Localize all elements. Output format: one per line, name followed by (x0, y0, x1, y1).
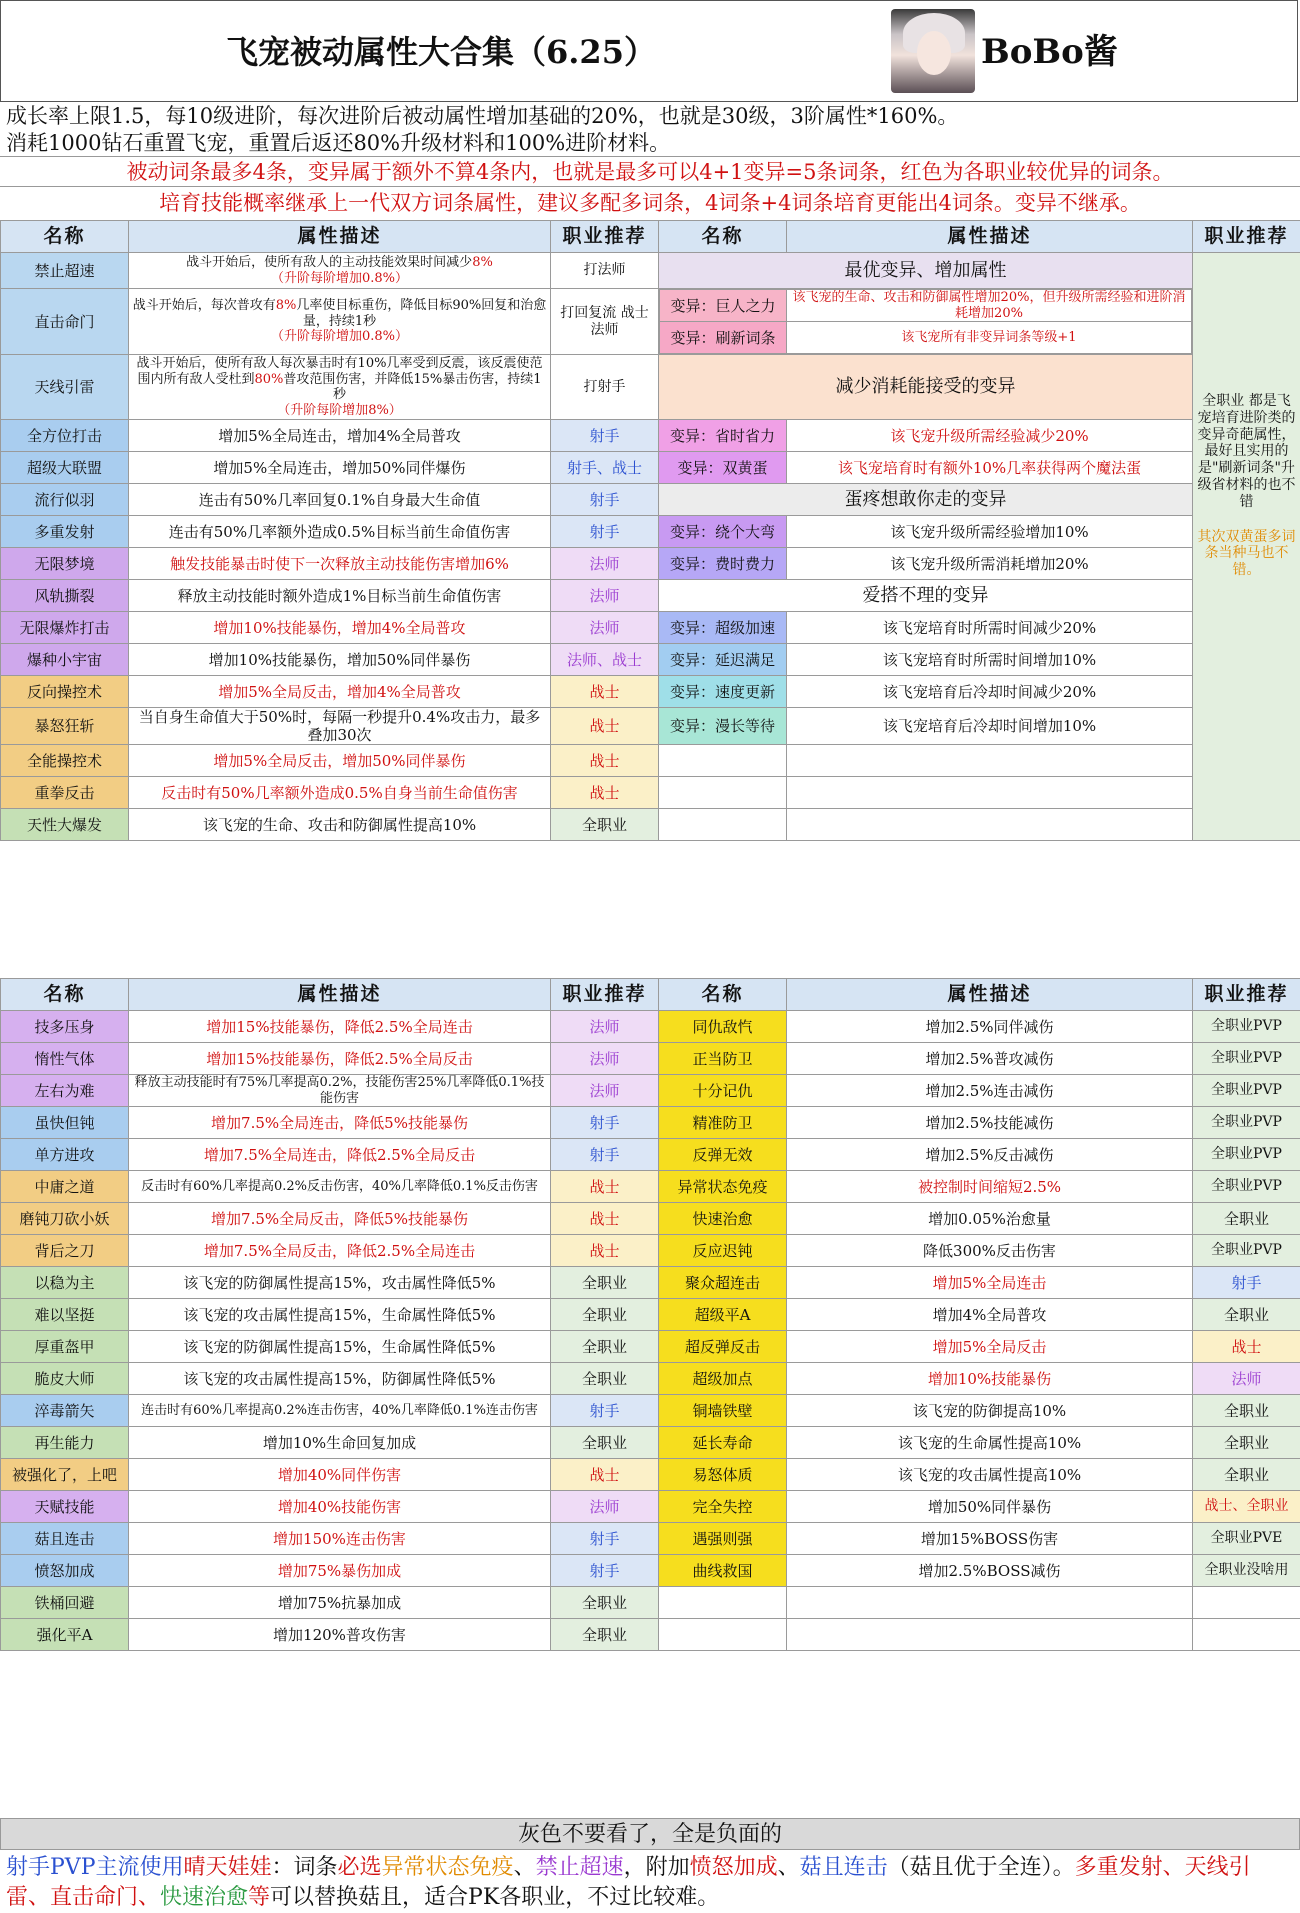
attribute-desc: 反击时有50%几率额外造成0.5%自身当前生命值伤害 (129, 777, 551, 809)
note-line-2: 消耗1000钻石重置飞宠，重置后返还80%升级材料和100%进阶材料。 (6, 131, 671, 155)
recommended-class: 法师 (551, 580, 659, 612)
recommended-class: 射手 (551, 1107, 659, 1139)
attribute-name: 快速治愈 (659, 1203, 787, 1235)
tip-part: 愤怒加成 (689, 1855, 778, 1880)
desc-highlight: 8% (275, 298, 297, 314)
attribute-name: 强化平A (1, 1619, 129, 1651)
mutation-desc: 该飞宠培育时有额外10%几率获得两个魔法蛋 (787, 452, 1193, 484)
column-header-desc: 属性描述 (129, 221, 551, 253)
attribute-desc: 释放主动技能时有75%几率提高0.2%，技能伤害25%几率降低0.1%技能伤害 (129, 1075, 551, 1107)
desc-highlight: 80% (254, 371, 284, 387)
recommended-class: 全职业PVE (1193, 1523, 1300, 1555)
desc-upgrade: （升阶每阶增加8%） (277, 402, 402, 418)
recommended-class: 全职业 (1193, 1299, 1300, 1331)
recommended-class: 全职业PVP (1193, 1171, 1300, 1203)
recommended-class: 全职业 (1193, 1395, 1300, 1427)
attribute-name: 虽快但钝 (1, 1107, 129, 1139)
attribute-name: 全方位打击 (1, 420, 129, 452)
mutation-side-note (1193, 253, 1300, 841)
recommended-class: 打射手 (551, 355, 659, 420)
recommended-class: 射手 (551, 1395, 659, 1427)
recommended-class: 全职业 (551, 809, 659, 841)
attribute-name: 暴怒狂斩 (1, 708, 129, 745)
tip-part: 菇且连击 (799, 1855, 888, 1880)
attribute-desc: 该飞宠的防御提高10% (787, 1395, 1193, 1427)
table-row (1, 1267, 1300, 1299)
column-header-name: 名称 (659, 979, 787, 1011)
attribute-name: 技多压身 (1, 1011, 129, 1043)
empty-cell (659, 809, 787, 841)
attribute-name: 厚重盔甲 (1, 1331, 129, 1363)
table-row (1, 1203, 1300, 1235)
attribute-name: 铁桶回避 (1, 1587, 129, 1619)
recommended-class: 射手 (551, 1523, 659, 1555)
attribute-desc: 该飞宠的防御属性提高15%，生命属性降低5% (129, 1331, 551, 1363)
attribute-desc: 该飞宠的生命、攻击和防御属性提高10% (129, 809, 551, 841)
attribute-desc: 释放主动技能时额外造成1%目标当前生命值伤害 (129, 580, 551, 612)
attribute-name: 背后之刀 (1, 1235, 129, 1267)
recommended-class: 战士 (551, 1459, 659, 1491)
attribute-name: 无限梦境 (1, 548, 129, 580)
recommended-class: 全职业 (551, 1427, 659, 1459)
attribute-name: 遇强则强 (659, 1523, 787, 1555)
attribute-desc: 该飞宠的攻击属性提高15%，防御属性降低5% (129, 1363, 551, 1395)
mutation-group-header: 蛋疼想敢你走的变异 (659, 484, 1193, 516)
note-line-1: 成长率上限1.5，每10级进阶，每次进阶后被动属性增加基础的20%，也就是30级，3阶属性*160%。 (6, 104, 959, 128)
recommended-class: 全职业PVP (1193, 1075, 1300, 1107)
mutation-name: 变异：双黄蛋 (659, 452, 787, 484)
attribute-name: 铜墙铁壁 (659, 1395, 787, 1427)
desc-text: 战斗开始后，每次普攻有 (132, 298, 276, 314)
tip-part: 快速治愈 (160, 1885, 249, 1910)
attribute-desc: 增加150%连击伤害 (129, 1523, 551, 1555)
avatar (891, 9, 975, 93)
table-row (1, 1299, 1300, 1331)
attribute-desc: 该飞宠的攻击属性提高10% (787, 1459, 1193, 1491)
attribute-name: 延长寿命 (659, 1427, 787, 1459)
attribute-name: 聚众超连击 (659, 1267, 787, 1299)
table-row (1, 548, 1300, 580)
recommended-class: 全职业 (1193, 1427, 1300, 1459)
attribute-name: 脆皮大师 (1, 1363, 129, 1395)
tip-part: 禁止超速 (535, 1855, 624, 1880)
attribute-name: 以稳为主 (1, 1267, 129, 1299)
desc-text: 普攻范围伤害，并降低15%暴击伤害，持续1秒 (283, 371, 542, 403)
attribute-desc: 降低300%反击伤害 (787, 1235, 1193, 1267)
mutation-name: 变异：刷新词条 (660, 322, 787, 354)
attribute-name: 曲线救国 (659, 1555, 787, 1587)
attribute-desc: 增加2.5%BOSS减伤 (787, 1555, 1193, 1587)
mutation-desc: 该飞宠的生命、攻击和防御属性增加20%，但升级所需经验和进阶消耗增加20% (787, 290, 1192, 322)
mutation-pair (659, 289, 1193, 355)
attribute-desc (129, 355, 551, 420)
recommended-class: 战士 (551, 708, 659, 745)
table-row (1, 484, 1300, 516)
desc-text: 战斗开始后，使所有敌人每次暴击时有10%几率受到反震，该反震使范围内所有敌人受杜到 (136, 356, 543, 387)
mutation-row (660, 322, 1192, 354)
attribute-desc: 增加7.5%全局连击，降低2.5%全局反击 (129, 1139, 551, 1171)
table-row (1, 1363, 1300, 1395)
table-row (1, 1427, 1300, 1459)
attribute-desc: 增加75%抗暴加成 (129, 1587, 551, 1619)
tip-part: （菇且优于全连）。 (887, 1855, 1075, 1880)
attribute-name: 天线引雷 (1, 355, 129, 420)
tip-part: 可以替换菇且，适合PK各职业，不过比较难。 (270, 1885, 720, 1910)
recommended-class: 射手 (551, 420, 659, 452)
attribute-name: 天赋技能 (1, 1491, 129, 1523)
attribute-name: 正当防卫 (659, 1043, 787, 1075)
table-row (1, 253, 1300, 289)
desc-text: 几率使目标重伤，降低目标90%回复和治愈量，持续1秒 (296, 298, 547, 329)
column-header-desc: 属性描述 (787, 221, 1193, 253)
attribute-name: 天性大爆发 (1, 809, 129, 841)
recommended-class: 射手 (551, 516, 659, 548)
column-header-name: 名称 (1, 979, 129, 1011)
mutation-name: 变异：费时费力 (659, 548, 787, 580)
recommended-class: 战士 (551, 745, 659, 777)
mutation-name: 变异：超级加速 (659, 612, 787, 644)
desc-upgrade: （升阶每阶增加0.8%） (270, 270, 409, 286)
attribute-name: 禁止超速 (1, 253, 129, 289)
page-title: 飞宠被动属性大合集（6.25） (226, 33, 656, 71)
recommended-class (1193, 1587, 1300, 1619)
desc-text: 战斗开始后，使所有敌人的主动技能效果时间减少 (186, 254, 473, 270)
table-row (1, 1235, 1300, 1267)
mutation-name: 变异：巨人之力 (660, 290, 787, 322)
table-row (1, 580, 1300, 612)
attribute-name: 中庸之道 (1, 1171, 129, 1203)
attribute-name: 超级加点 (659, 1363, 787, 1395)
recommended-class: 法师 (551, 1075, 659, 1107)
attribute-desc: 增加0.05%治愈量 (787, 1203, 1193, 1235)
recommended-class: 战士 (551, 1203, 659, 1235)
tip-part: 多重发射、天线引雷、直击命门、 (6, 1855, 1251, 1910)
mutation-group-header: 爱搭不理的变异 (659, 580, 1193, 612)
recommended-class: 全职业 (551, 1587, 659, 1619)
table-row (1, 1555, 1300, 1587)
table-row (1, 1395, 1300, 1427)
recommended-class: 全职业PVP (1193, 1043, 1300, 1075)
attribute-desc: 增加15%技能暴伤，降低2.5%全局连击 (129, 1011, 551, 1043)
attribute-desc: 增加40%同伴伤害 (129, 1459, 551, 1491)
header (0, 0, 1298, 102)
attribute-name: 愤怒加成 (1, 1555, 129, 1587)
attribute-desc (129, 289, 551, 355)
empty-cell (659, 777, 787, 809)
empty-cell (787, 745, 1193, 777)
note-line-3: 被动词条最多4条，变异属于额外不算4条内，也就是最多可以4+1变异=5条词条，红色为各职业较优异的词条。 (0, 156, 1300, 186)
table-row (1, 452, 1300, 484)
recommended-class: 全职业 (551, 1619, 659, 1651)
tip-part: ，附加 (623, 1855, 690, 1880)
tip-part: 必选 (337, 1855, 382, 1880)
attribute-desc: 增加5%全局反击，增加50%同伴暴伤 (129, 745, 551, 777)
mutation-name: 变异：漫长等待 (659, 708, 787, 745)
column-header-rec: 职业推荐 (551, 979, 659, 1011)
recommended-class: 全职业 (551, 1267, 659, 1299)
recommended-class: 全职业PVP (1193, 1107, 1300, 1139)
desc-highlight: 8% (472, 254, 493, 270)
attribute-desc: 增加50%同伴暴伤 (787, 1491, 1193, 1523)
recommended-class: 全职业 (551, 1363, 659, 1395)
empty-cell (787, 809, 1193, 841)
table-row (1, 1043, 1300, 1075)
attribute-name: 被强化了，上吧 (1, 1459, 129, 1491)
table-row (1, 420, 1300, 452)
attribute-name: 全能操控术 (1, 745, 129, 777)
attribute-name: 超反弹反击 (659, 1331, 787, 1363)
recommended-class: 全职业 (551, 1331, 659, 1363)
recommended-class: 战士 (551, 1171, 659, 1203)
attribute-desc: 增加2.5%技能减伤 (787, 1107, 1193, 1139)
attribute-desc: 增加75%暴伤加成 (129, 1555, 551, 1587)
attribute-desc: 增加120%普攻伤害 (129, 1619, 551, 1651)
table-row (1, 1587, 1300, 1619)
attribute-name: 惰性气体 (1, 1043, 129, 1075)
recommended-class: 全职业 (551, 1299, 659, 1331)
side-note-extra: 其次双黄蛋多词条当种马也不错。 (1197, 528, 1296, 579)
mutation-subtable (659, 289, 1192, 354)
attribute-name: 异常状态免疫 (659, 1171, 787, 1203)
mutation-group-header: 减少消耗能接受的变异 (659, 355, 1193, 420)
recommended-class: 战士 (551, 777, 659, 809)
attribute-desc: 当自身生命值大于50%时，每隔一秒提升0.4%攻击力，最多叠加30次 (129, 708, 551, 745)
header-row (1, 979, 1300, 1011)
table-row (1, 355, 1300, 420)
table-row (1, 1011, 1300, 1043)
lower-table (0, 978, 1300, 1651)
attribute-desc: 增加4%全局普攻 (787, 1299, 1193, 1331)
attribute-desc: 增加40%技能伤害 (129, 1491, 551, 1523)
column-header-rec: 职业推荐 (551, 221, 659, 253)
table-row (1, 1523, 1300, 1555)
table-row (1, 1331, 1300, 1363)
table-row (1, 676, 1300, 708)
attribute-desc: 增加7.5%全局反击，降低2.5%全局连击 (129, 1235, 551, 1267)
attribute-name: 风轨撕裂 (1, 580, 129, 612)
attribute-name: 十分记仇 (659, 1075, 787, 1107)
recommended-class: 全职业 (1193, 1459, 1300, 1491)
recommended-class: 打回复流 战士法师 (551, 289, 659, 355)
recommended-class: 法师 (551, 548, 659, 580)
attribute-desc: 该飞宠的生命属性提高10% (787, 1427, 1193, 1459)
mutation-desc: 该飞宠升级所需消耗增加20% (787, 548, 1193, 580)
attribute-name (659, 1619, 787, 1651)
attribute-desc: 连击时有60%几率提高0.2%连击伤害，40%几率降低0.1%连击伤害 (129, 1395, 551, 1427)
attribute-desc: 连击有50%几率回复0.1%自身最大生命值 (129, 484, 551, 516)
recommended-class: 全职业PVP (1193, 1011, 1300, 1043)
attribute-desc: 反击时有60%几率提高0.2%反击伤害，40%几率降低0.1%反击伤害 (129, 1171, 551, 1203)
recommended-class: 射手、战士 (551, 452, 659, 484)
tip-part: 等 (248, 1885, 271, 1910)
column-header-name: 名称 (659, 221, 787, 253)
attribute-desc: 增加10%生命回复加成 (129, 1427, 551, 1459)
recommended-class: 全职业 (1193, 1203, 1300, 1235)
mutation-row (660, 290, 1192, 322)
upper-table (0, 220, 1300, 841)
brand-name: BoBo酱 (981, 32, 1118, 72)
recommended-class: 打法师 (551, 253, 659, 289)
mutation-desc: 该飞宠升级所需经验增加10% (787, 516, 1193, 548)
column-header-name: 名称 (1, 221, 129, 253)
recommended-class: 射手 (551, 1555, 659, 1587)
attribute-desc: 该飞宠的攻击属性提高15%，生命属性降低5% (129, 1299, 551, 1331)
recommended-class: 射手 (551, 484, 659, 516)
attribute-desc: 触发技能暴击时使下一次释放主动技能伤害增加6% (129, 548, 551, 580)
recommended-class: 法师 (1193, 1363, 1300, 1395)
attribute-name (659, 1587, 787, 1619)
recommended-class: 战士、全职业 (1193, 1491, 1300, 1523)
negative-note: 灰色不要看了，全是负面的 (0, 1818, 1300, 1850)
attribute-name: 流行似羽 (1, 484, 129, 516)
recommended-class: 射手 (551, 1139, 659, 1171)
empty-cell (659, 745, 787, 777)
attribute-desc: 增加5%全局反击 (787, 1331, 1193, 1363)
mutation-name: 变异：延迟满足 (659, 644, 787, 676)
mutation-group-header: 最优变异、增加属性 (659, 253, 1193, 289)
mutation-desc: 该飞宠培育后冷却时间减少20% (787, 676, 1193, 708)
mutation-name: 变异：绕个大弯 (659, 516, 787, 548)
table-row (1, 1619, 1300, 1651)
attribute-desc: 增加15%技能暴伤，降低2.5%全局反击 (129, 1043, 551, 1075)
table-row (1, 1139, 1300, 1171)
attribute-name: 超级大联盟 (1, 452, 129, 484)
attribute-name: 完全失控 (659, 1491, 787, 1523)
recommended-class: 射手 (1193, 1267, 1300, 1299)
table-row (1, 612, 1300, 644)
attribute-desc: 增加15%BOSS伤害 (787, 1523, 1193, 1555)
mutation-desc: 该飞宠升级所需经验减少20% (787, 420, 1193, 452)
attribute-name: 重拳反击 (1, 777, 129, 809)
table-row (1, 1491, 1300, 1523)
attribute-name: 易怒体质 (659, 1459, 787, 1491)
attribute-desc: 增加2.5%同伴减伤 (787, 1011, 1193, 1043)
header-row (1, 221, 1300, 253)
table-row (1, 1171, 1300, 1203)
attribute-name: 爆种小宇宙 (1, 644, 129, 676)
attribute-desc: 连击有50%几率额外造成0.5%目标当前生命值伤害 (129, 516, 551, 548)
attribute-desc: 增加2.5%连击减伤 (787, 1075, 1193, 1107)
recommended-class: 全职业PVP (1193, 1139, 1300, 1171)
attribute-desc: 增加2.5%普攻减伤 (787, 1043, 1193, 1075)
attribute-desc: 该飞宠的防御属性提高15%，攻击属性降低5% (129, 1267, 551, 1299)
tip-part: 、 (513, 1855, 536, 1880)
recommended-class: 全职业PVP (1193, 1235, 1300, 1267)
attribute-name: 难以坚挺 (1, 1299, 129, 1331)
attribute-desc: 增加2.5%反击减伤 (787, 1139, 1193, 1171)
avatar-face (917, 31, 951, 75)
attribute-desc (129, 253, 551, 289)
recommended-class: 战士 (551, 676, 659, 708)
tip-part: 晴天娃娃 (183, 1855, 272, 1880)
table-row (1, 708, 1300, 745)
side-note-main: 全职业 都是飞宠培育进阶类的变异奇葩属性，最好且实用的是"刷新词条"升级省材料的也不错 (1197, 393, 1296, 510)
attribute-name: 反弹无效 (659, 1139, 787, 1171)
attribute-desc: 增加5%全局反击，增加4%全局普攻 (129, 676, 551, 708)
attribute-desc: 被控制时间缩短2.5% (787, 1171, 1193, 1203)
attribute-desc: 增加5%全局连击，增加50%同伴爆伤 (129, 452, 551, 484)
recommended-class: 法师 (551, 1491, 659, 1523)
column-header-desc: 属性描述 (787, 979, 1193, 1011)
table-row (1, 1107, 1300, 1139)
attribute-name: 磨钝刀砍小妖 (1, 1203, 129, 1235)
footer-tips (0, 1851, 1300, 1913)
table-row (1, 516, 1300, 548)
table-row (1, 809, 1300, 841)
column-header-rec: 职业推荐 (1193, 221, 1300, 253)
note-line-4: 培育技能概率继承上一代双方词条属性，建议多配多词条，4词条+4词条培育更能出4词条。变异不继承。 (0, 186, 1300, 218)
table-row (1, 644, 1300, 676)
recommended-class: 法师 (551, 612, 659, 644)
attribute-desc: 增加10%技能暴伤，增加4%全局普攻 (129, 612, 551, 644)
tip-part: 射手PVP主流使用 (6, 1855, 184, 1880)
attribute-desc (787, 1619, 1193, 1651)
mutation-desc: 该飞宠所有非变异词条等级+1 (787, 322, 1192, 354)
recommended-class: 战士 (551, 1235, 659, 1267)
attribute-name: 精准防卫 (659, 1107, 787, 1139)
attribute-desc (787, 1587, 1193, 1619)
attribute-desc: 增加5%全局连击 (787, 1267, 1193, 1299)
recommended-class: 法师 (551, 1043, 659, 1075)
recommended-class: 法师、战士 (551, 644, 659, 676)
column-header-rec: 职业推荐 (1193, 979, 1300, 1011)
attribute-name: 左右为难 (1, 1075, 129, 1107)
desc-upgrade: （升阶每阶增加0.8%） (270, 329, 409, 345)
attribute-name: 反向操控术 (1, 676, 129, 708)
mutation-desc: 该飞宠培育后冷却时间增加10% (787, 708, 1193, 745)
attribute-name: 菇且连击 (1, 1523, 129, 1555)
recommended-class (1193, 1619, 1300, 1651)
table-row (1, 1075, 1300, 1107)
tip-part: 、 (777, 1855, 800, 1880)
tip-part: 异常状态免疫 (381, 1855, 514, 1880)
attribute-name: 单方进攻 (1, 1139, 129, 1171)
attribute-desc: 增加10%技能暴伤，增加50%同伴暴伤 (129, 644, 551, 676)
empty-cell (787, 777, 1193, 809)
recommended-class: 战士 (1193, 1331, 1300, 1363)
attribute-desc: 增加7.5%全局连击，降低5%技能暴伤 (129, 1107, 551, 1139)
attribute-desc: 增加5%全局连击，增加4%全局普攻 (129, 420, 551, 452)
table-row (1, 1459, 1300, 1491)
table-row (1, 777, 1300, 809)
attribute-desc: 增加10%技能暴伤 (787, 1363, 1193, 1395)
mutation-desc: 该飞宠培育时所需时间减少20% (787, 612, 1193, 644)
column-header-desc: 属性描述 (129, 979, 551, 1011)
table-row (1, 289, 1300, 355)
attribute-name: 同仇敌忾 (659, 1011, 787, 1043)
attribute-name: 淬毒箭矢 (1, 1395, 129, 1427)
table-row (1, 745, 1300, 777)
attribute-name: 再生能力 (1, 1427, 129, 1459)
attribute-desc: 增加7.5%全局反击，降低5%技能暴伤 (129, 1203, 551, 1235)
tip-part: ：词条 (271, 1855, 338, 1880)
attribute-name: 无限爆炸打击 (1, 612, 129, 644)
recommended-class: 全职业没啥用 (1193, 1555, 1300, 1587)
attribute-name: 直击命门 (1, 289, 129, 355)
attribute-name: 反应迟钝 (659, 1235, 787, 1267)
attribute-name: 多重发射 (1, 516, 129, 548)
recommended-class: 法师 (551, 1011, 659, 1043)
mutation-name: 变异：省时省力 (659, 420, 787, 452)
mutation-name: 变异：速度更新 (659, 676, 787, 708)
attribute-name: 超级平A (659, 1299, 787, 1331)
mutation-desc: 该飞宠培育时所需时间增加10% (787, 644, 1193, 676)
